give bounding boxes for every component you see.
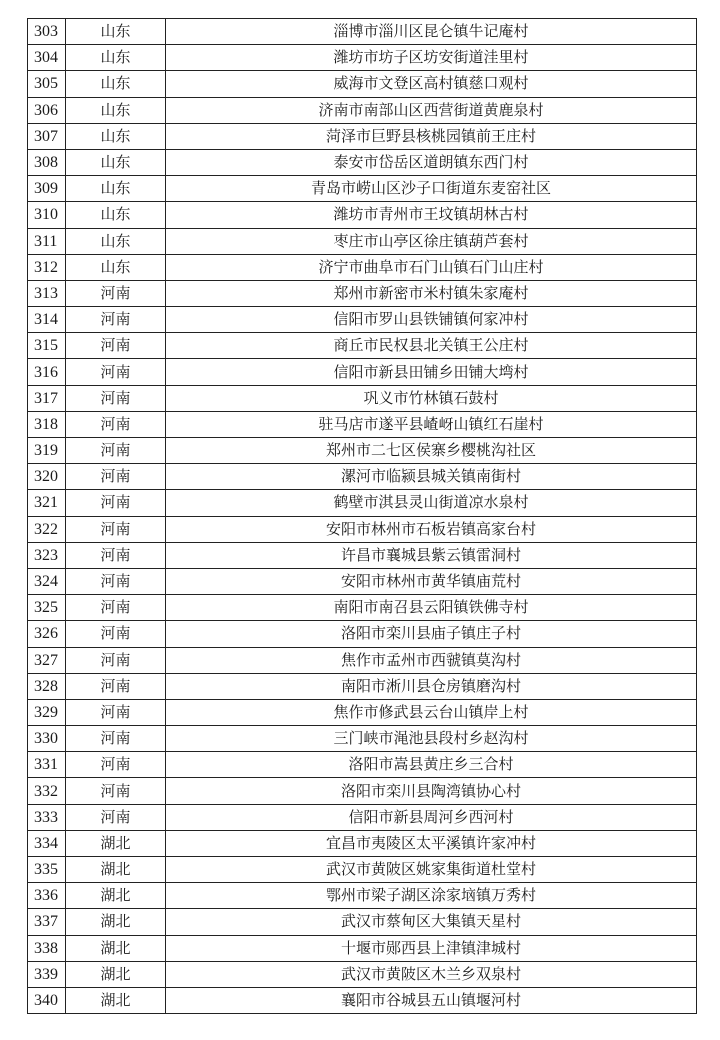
province-cell: 河南 [66, 359, 166, 385]
province-cell: 湖北 [66, 987, 166, 1013]
village-name-cell: 信阳市罗山县铁铺镇何家冲村 [166, 307, 697, 333]
table-row [28, 19, 697, 45]
province-cell: 山东 [66, 176, 166, 202]
table-row [28, 438, 697, 464]
table-row [28, 699, 697, 725]
row-number-cell: 309 [28, 176, 66, 202]
province-cell: 山东 [66, 97, 166, 123]
table-row [28, 647, 697, 673]
row-number-cell: 322 [28, 516, 66, 542]
table-row [28, 909, 697, 935]
table-row [28, 385, 697, 411]
row-number-cell: 313 [28, 280, 66, 306]
province-cell: 河南 [66, 542, 166, 568]
village-name-cell: 驻马店市遂平县嵖岈山镇红石崖村 [166, 411, 697, 437]
table-row [28, 333, 697, 359]
row-number-cell: 318 [28, 411, 66, 437]
village-name-cell: 信阳市新县周河乡西河村 [166, 804, 697, 830]
table-row [28, 71, 697, 97]
village-name-cell: 焦作市孟州市西虢镇莫沟村 [166, 647, 697, 673]
province-cell: 河南 [66, 307, 166, 333]
table-row [28, 516, 697, 542]
province-cell: 河南 [66, 804, 166, 830]
village-name-cell: 枣庄市山亭区徐庄镇葫芦套村 [166, 228, 697, 254]
province-cell: 湖北 [66, 830, 166, 856]
village-name-cell: 泰安市岱岳区道朗镇东西门村 [166, 149, 697, 175]
province-cell: 河南 [66, 438, 166, 464]
village-name-cell: 十堰市郧西县上津镇津城村 [166, 935, 697, 961]
row-number-cell: 332 [28, 778, 66, 804]
province-cell: 山东 [66, 71, 166, 97]
row-number-cell: 317 [28, 385, 66, 411]
row-number-cell: 326 [28, 621, 66, 647]
province-cell: 山东 [66, 228, 166, 254]
province-cell: 山东 [66, 45, 166, 71]
table-row [28, 804, 697, 830]
province-cell: 山东 [66, 19, 166, 45]
row-number-cell: 339 [28, 961, 66, 987]
village-name-cell: 威海市文登区高村镇慈口观村 [166, 71, 697, 97]
table-row [28, 542, 697, 568]
province-cell: 河南 [66, 752, 166, 778]
table-row [28, 621, 697, 647]
row-number-cell: 340 [28, 987, 66, 1013]
table-row [28, 778, 697, 804]
village-name-cell: 郑州市新密市米村镇朱家庵村 [166, 280, 697, 306]
village-name-cell: 漯河市临颍县城关镇南街村 [166, 464, 697, 490]
province-cell: 河南 [66, 568, 166, 594]
province-cell: 河南 [66, 516, 166, 542]
row-number-cell: 329 [28, 699, 66, 725]
province-cell: 山东 [66, 202, 166, 228]
village-name-cell: 鹤壁市淇县灵山街道凉水泉村 [166, 490, 697, 516]
village-name-cell: 济宁市曲阜市石门山镇石门山庄村 [166, 254, 697, 280]
village-name-cell: 许昌市襄城县紫云镇雷洞村 [166, 542, 697, 568]
province-cell: 河南 [66, 464, 166, 490]
province-cell: 湖北 [66, 935, 166, 961]
row-number-cell: 311 [28, 228, 66, 254]
row-number-cell: 319 [28, 438, 66, 464]
row-number-cell: 304 [28, 45, 66, 71]
village-name-cell: 武汉市蔡甸区大集镇天星村 [166, 909, 697, 935]
table-row [28, 595, 697, 621]
row-number-cell: 315 [28, 333, 66, 359]
table-row [28, 123, 697, 149]
row-number-cell: 338 [28, 935, 66, 961]
village-name-cell: 南阳市南召县云阳镇铁佛寺村 [166, 595, 697, 621]
table-row [28, 202, 697, 228]
village-name-cell: 潍坊市坊子区坊安街道洼里村 [166, 45, 697, 71]
table-row [28, 359, 697, 385]
row-number-cell: 335 [28, 857, 66, 883]
village-name-cell: 郑州市二七区侯寨乡樱桃沟社区 [166, 438, 697, 464]
province-cell: 河南 [66, 280, 166, 306]
province-cell: 河南 [66, 490, 166, 516]
province-cell: 河南 [66, 778, 166, 804]
province-cell: 河南 [66, 411, 166, 437]
table-row [28, 45, 697, 71]
village-name-cell: 济南市南部山区西营街道黄鹿泉村 [166, 97, 697, 123]
row-number-cell: 305 [28, 71, 66, 97]
village-name-cell: 南阳市淅川县仓房镇磨沟村 [166, 673, 697, 699]
table-row [28, 935, 697, 961]
row-number-cell: 330 [28, 726, 66, 752]
province-cell: 山东 [66, 254, 166, 280]
table-row [28, 307, 697, 333]
row-number-cell: 306 [28, 97, 66, 123]
province-cell: 山东 [66, 123, 166, 149]
table-body [28, 19, 697, 1014]
village-name-cell: 青岛市崂山区沙子口街道东麦窑社区 [166, 176, 697, 202]
table-row [28, 411, 697, 437]
table-row [28, 961, 697, 987]
village-name-cell: 淄博市淄川区昆仑镇牛记庵村 [166, 19, 697, 45]
village-name-cell: 鄂州市梁子湖区涂家垴镇万秀村 [166, 883, 697, 909]
row-number-cell: 323 [28, 542, 66, 568]
province-cell: 河南 [66, 647, 166, 673]
province-cell: 河南 [66, 621, 166, 647]
row-number-cell: 333 [28, 804, 66, 830]
row-number-cell: 331 [28, 752, 66, 778]
province-cell: 河南 [66, 726, 166, 752]
table-row [28, 568, 697, 594]
row-number-cell: 307 [28, 123, 66, 149]
village-name-cell: 菏泽市巨野县核桃园镇前王庄村 [166, 123, 697, 149]
village-list-table [27, 18, 697, 1014]
village-name-cell: 焦作市修武县云台山镇岸上村 [166, 699, 697, 725]
province-cell: 湖北 [66, 961, 166, 987]
table-row [28, 752, 697, 778]
table-row [28, 464, 697, 490]
table-row [28, 254, 697, 280]
row-number-cell: 308 [28, 149, 66, 175]
province-cell: 河南 [66, 673, 166, 699]
row-number-cell: 327 [28, 647, 66, 673]
province-cell: 湖北 [66, 857, 166, 883]
province-cell: 河南 [66, 595, 166, 621]
village-name-cell: 安阳市林州市黄华镇庙荒村 [166, 568, 697, 594]
row-number-cell: 310 [28, 202, 66, 228]
row-number-cell: 334 [28, 830, 66, 856]
village-name-cell: 武汉市黄陂区木兰乡双泉村 [166, 961, 697, 987]
village-name-cell: 襄阳市谷城县五山镇堰河村 [166, 987, 697, 1013]
row-number-cell: 336 [28, 883, 66, 909]
table-row [28, 857, 697, 883]
row-number-cell: 324 [28, 568, 66, 594]
row-number-cell: 320 [28, 464, 66, 490]
table-row [28, 176, 697, 202]
village-name-cell: 洛阳市栾川县庙子镇庄子村 [166, 621, 697, 647]
village-name-cell: 巩义市竹林镇石鼓村 [166, 385, 697, 411]
province-cell: 河南 [66, 385, 166, 411]
row-number-cell: 325 [28, 595, 66, 621]
village-name-cell: 安阳市林州市石板岩镇高家台村 [166, 516, 697, 542]
row-number-cell: 312 [28, 254, 66, 280]
table-row [28, 228, 697, 254]
table-row [28, 830, 697, 856]
village-name-cell: 宜昌市夷陵区太平溪镇许家冲村 [166, 830, 697, 856]
village-name-cell: 潍坊市青州市王坟镇胡林古村 [166, 202, 697, 228]
table-row [28, 280, 697, 306]
province-cell: 河南 [66, 333, 166, 359]
table-row [28, 987, 697, 1013]
row-number-cell: 314 [28, 307, 66, 333]
row-number-cell: 337 [28, 909, 66, 935]
table-row [28, 883, 697, 909]
row-number-cell: 316 [28, 359, 66, 385]
village-name-cell: 信阳市新县田铺乡田铺大塆村 [166, 359, 697, 385]
village-name-cell: 洛阳市嵩县黄庄乡三合村 [166, 752, 697, 778]
village-list-table-wrapper [27, 18, 696, 1014]
table-row [28, 726, 697, 752]
province-cell: 湖北 [66, 883, 166, 909]
province-cell: 河南 [66, 699, 166, 725]
table-row [28, 149, 697, 175]
province-cell: 山东 [66, 149, 166, 175]
row-number-cell: 303 [28, 19, 66, 45]
province-cell: 湖北 [66, 909, 166, 935]
table-row [28, 97, 697, 123]
village-name-cell: 三门峡市渑池县段村乡赵沟村 [166, 726, 697, 752]
village-name-cell: 商丘市民权县北关镇王公庄村 [166, 333, 697, 359]
village-name-cell: 洛阳市栾川县陶湾镇协心村 [166, 778, 697, 804]
table-row [28, 673, 697, 699]
row-number-cell: 328 [28, 673, 66, 699]
village-name-cell: 武汉市黄陂区姚家集街道杜堂村 [166, 857, 697, 883]
row-number-cell: 321 [28, 490, 66, 516]
table-row [28, 490, 697, 516]
